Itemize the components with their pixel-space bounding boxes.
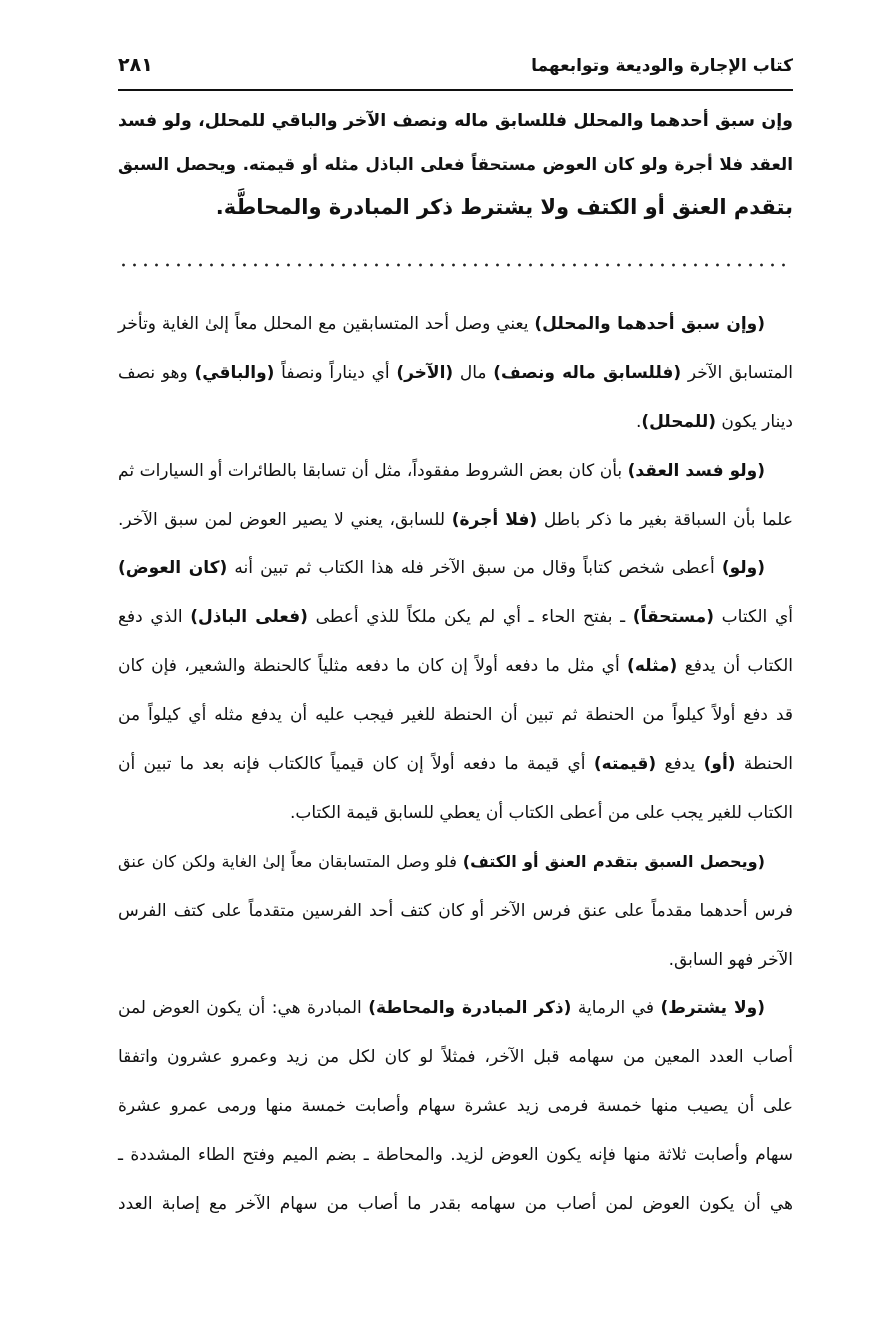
commentary-line [118,1180,793,1229]
text-run: المتسابق الآخر [681,362,794,383]
bold-quoted-text: (فعلى الباذل) [190,607,308,628]
commentary-line [118,691,793,740]
bold-quoted-text: (وإن سبق أحدهما والمحلل) [534,314,765,334]
chapter-title: كتاب الإجارة والوديعة وتوابعهما [531,56,793,76]
bold-quoted-text: (ذكر المبادرة والمحاطة) [368,998,572,1019]
bold-quoted-text: بتقدم العنق أو الكتف ولا يشترط ذكر المبادرة والمحاطَّة. [215,195,793,219]
text-run: يدفع [656,754,704,775]
bold-quoted-text: (ولو) [721,558,765,579]
text-run: علما بأن السباقة بغير ما ذكر باطل [537,509,793,530]
text-run: أي مثل ما دفعه أولاً إن كان ما دفعه مثلياً كالحنطة والشعير، فإن كان [118,656,628,677]
bold-quoted-text: (الآخر) [396,362,454,383]
text-run: دينار يكون [715,411,793,432]
main_text-line [118,100,793,143]
commentary-line [118,447,793,496]
bold-quoted-text: (فللسابق ماله ونصف) [493,362,682,383]
commentary-line [118,1082,793,1131]
commentary-line [118,1131,793,1180]
main_text-line [118,143,793,186]
bold-quoted-text: (ولو فسد العقد) [627,460,765,481]
commentary-line [118,593,793,642]
text-run: على أن يصيب منها خمسة فرمى زيد عشرة سهام وأصابت خمسة منها ورمى عمرو عشرة [118,1096,793,1117]
commentary-line [118,936,793,985]
text-run: سهام وأصابت ثلاثة منها فإنه يكون العوض لزيد. والمحاطة ـ بضم الميم وفتح الطاء المشددة ـ [118,1145,793,1166]
header-rule [118,89,793,91]
commentary-line [118,984,793,1033]
text-run: . [635,411,642,432]
bold-quoted-text: (مثله) [627,656,678,677]
text-run: للسابق، يعني لا يصير العوض لمن سبق الآخر. [118,509,452,530]
commentary-line [118,789,793,838]
commentary-text [118,300,793,1229]
commentary-line [118,887,793,936]
bold-quoted-text: (والباقي) [194,362,275,383]
text-run: أي ديناراً ونصفاً [274,362,397,383]
text-run: أصاب العدد المعين من سهامه قبل الآخر، فمثلاً لو كان لكل من زيد وعمرو عشرون واتفقا [118,1047,793,1068]
commentary-line [118,544,793,593]
text-run: الكتاب للغير يجب على من أعطى الكتاب أن يعطي للسابق قيمة الكتاب. [289,802,793,823]
bold-quoted-text: وإن سبق أحدهما والمحلل فللسابق ماله ونصف الآخر والباقي للمحلل، ولو فسد [118,111,793,131]
text-run: فلو وصل المتسابقان معاً إلىٰ الغاية ولكن كان عنق [118,851,463,871]
text-run: وهو نصف [118,362,195,383]
text-run: الآخر فهو السابق. [668,949,793,970]
page-number: ٢٨١ [118,54,153,76]
bold-quoted-text: (ولا يشترط) [660,998,766,1019]
text-run: قد دفع أولاً كيلواً من الحنطة ثم تبين أن الحنطة للغير فيجب عليه أن يدفع مثله أي كيلواً من [118,705,793,726]
text-run: الذي دفع [118,607,191,628]
bold-quoted-text: (قيمته) [593,754,657,775]
text-run: أي قيمة ما دفعه أولاً إن كان قيمياً كالكتاب فإنه بعد ما تبين أن [118,754,594,775]
commentary-line [118,496,793,545]
bold-quoted-text: (للمحلل) [641,411,716,432]
main_text-line [118,186,793,229]
text-run: الكتاب أن يدفع [677,656,794,677]
commentary-line [118,1033,793,1082]
commentary-line [118,349,793,398]
text-run: ـ بفتح الحاء ـ أي لم يكن ملكاً للذي أعطى [307,607,633,628]
bold-quoted-text: العقد فلا أجرة ولو كان العوض مستحقاً فعلى الباذل مثله أو قيمته. ويحصل السبق [118,154,793,174]
bold-quoted-text: (فلا أجرة) [451,509,538,530]
bold-quoted-text: (مستحقاً) [632,607,714,628]
text-run: مال [453,362,494,383]
bold-quoted-text: (ويحصل السبق بتقدم العنق أو الكتف) [462,851,765,871]
commentary-line [118,838,793,887]
bold-quoted-text: (أو) [703,754,736,775]
running-header [118,52,793,86]
text-run: هي أن يكون العوض لمن أصاب من سهامه بقدر ما أصاب من سهام الآخر مع إصابة العدد [118,1194,793,1215]
commentary-line [118,300,793,349]
dotted-separator [118,262,793,268]
commentary-line [118,398,793,447]
text-run: فرس أحدهما مقدماً على عنق فرس الآخر أو كان كتف أحد الفرسين متقدماً على كتف الفرس [118,900,793,921]
text-run: يعني وصل أحد المتسابقين مع المحلل معاً إلىٰ الغاية وتأخر [118,314,535,334]
text-run: المبادرة هي: أن يكون العوض لمن [118,998,369,1019]
commentary-line [118,642,793,691]
text-run: الحنطة [735,754,793,775]
text-run: أي الكتاب [713,607,793,628]
commentary-line [118,740,793,789]
text-run: في الرماية [571,998,661,1019]
bold-quoted-text: (كان العوض) [118,558,228,579]
main-text [118,100,793,229]
text-run: أعطى شخص كتاباً وقال من سبق الآخر فله هذا الكتاب ثم تبين أنه [227,558,722,579]
text-run: بأن كان بعض الشروط مفقوداً، مثل أن تسابقا بالطائرات أو السيارات ثم [118,460,628,481]
